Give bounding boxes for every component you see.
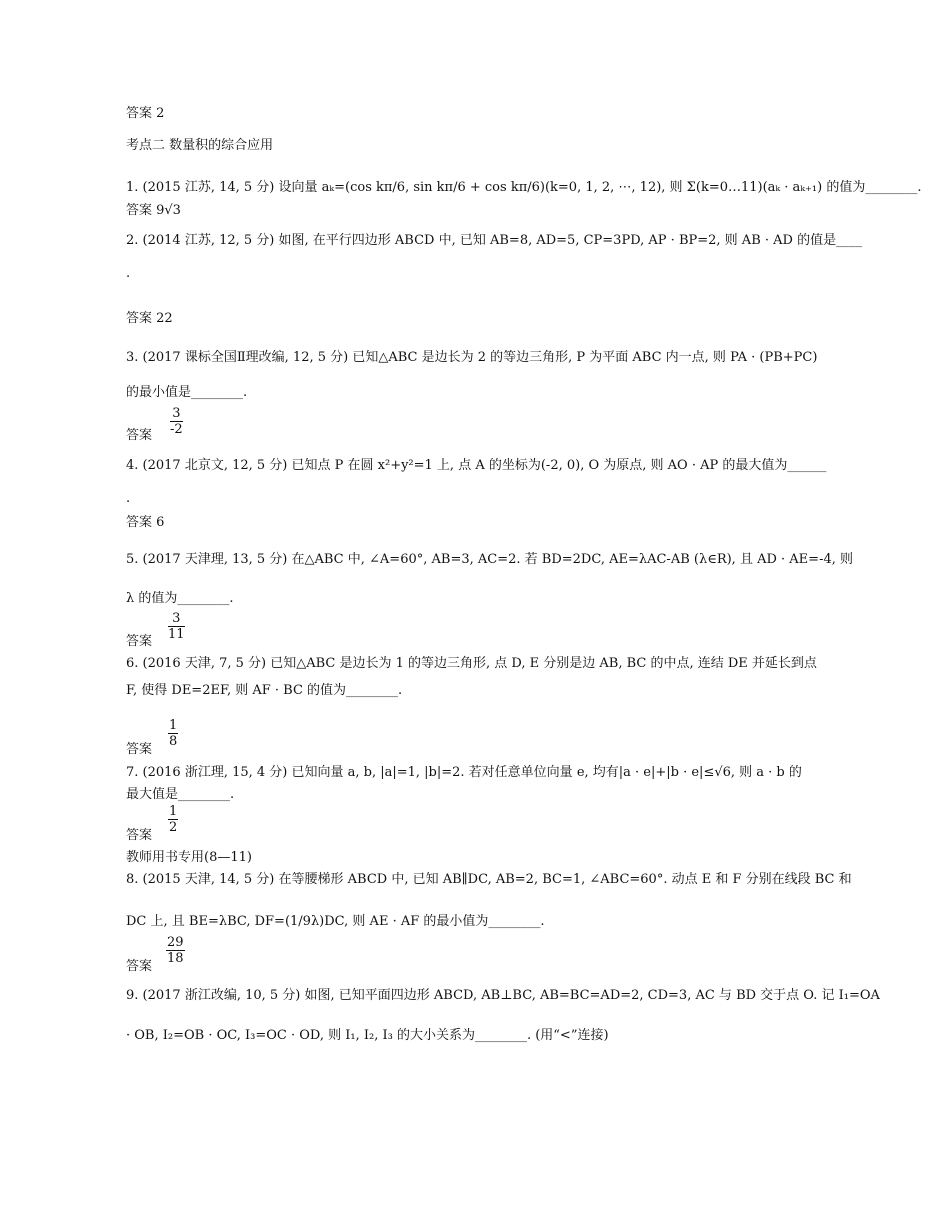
answer-2: 答案 22 — [126, 311, 173, 326]
problem-9-line-1: 9. (2017 浙江改编, 10, 5 分) 如图, 已知平面四边形 ABCD, AB⊥BC, AB=BC=AD=2, CD=3, AC 与 BD 交于点 O. 记 I₁=OA — [126, 988, 880, 1003]
answer-6-denominator: 8 — [169, 734, 178, 749]
answer-5-label: 答案 — [126, 634, 153, 649]
problem-3-line-1: 3. (2017 课标全国Ⅱ理改编, 12, 5 分) 已知△ABC 是边长为 2 的等边三角形, P 为平面 ABC 内一点, 则 PA · (PB+PC) — [126, 350, 818, 365]
answer-6-numerator: 1 — [169, 718, 178, 733]
answer-3-fraction — [170, 406, 183, 437]
answer-6-fraction — [168, 718, 178, 749]
problem-1: 1. (2015 江苏, 14, 5 分) 设向量 aₖ=(cos kπ/6, sin kπ/6 + cos kπ/6)(k=0, 1, 2, ⋯, 12), 则 Σ(k=0…11)(aₖ · aₖ₊₁) 的值为________. — [126, 180, 922, 195]
answer-3-label: 答案 — [126, 428, 153, 443]
answer-5-numerator: 3 — [168, 611, 185, 627]
answer-8-label: 答案 — [126, 959, 153, 974]
answer-1: 答案 9√3 — [126, 203, 181, 218]
answer-7-fraction — [168, 804, 178, 835]
problem-5-line-2: λ 的值为________. — [126, 591, 234, 606]
answer-3-denominator: -2 — [170, 422, 183, 437]
answer-3-numerator: 3 — [170, 406, 183, 422]
answer-6-label: 答案 — [126, 742, 153, 757]
section-title: 考点二 数量积的综合应用 — [126, 138, 274, 153]
answer-8-denominator: 18 — [167, 951, 184, 966]
problem-6-line-2: F, 使得 DE=2EF, 则 AF · BC 的值为________. — [126, 683, 403, 698]
problem-7-line-1: 7. (2016 浙江理, 15, 4 分) 已知向量 a, b, |a|=1, |b|=2. 若对任意单位向量 e, 均有|a · e|+|b · e|≤√6, 则 a · b 的 — [126, 765, 802, 780]
problem-2-line-1: 2. (2014 江苏, 12, 5 分) 如图, 在平行四边形 ABCD 中, 已知 AB=8, AD=5, CP=3PD, AP · BP=2, 则 AB · AD 的值是____ — [126, 233, 863, 248]
answer-7-denominator: 2 — [169, 820, 178, 835]
answer-5-denominator: 11 — [168, 627, 185, 642]
answer-7-label: 答案 — [126, 828, 153, 843]
answer-5-fraction — [168, 611, 185, 642]
answer-8-numerator: 29 — [167, 935, 184, 950]
problem-9-line-2: · OB, I₂=OB · OC, I₃=OC · OD, 则 I₁, I₂, I₃ 的大小关系为________. (用“<”连接) — [126, 1028, 609, 1043]
problem-6-line-1: 6. (2016 天津, 7, 5 分) 已知△ABC 是边长为 1 的等边三角形, 点 D, E 分别是边 AB, BC 的中点, 连结 DE 并延长到点 — [126, 656, 817, 671]
problem-8-line-2: DC 上, 且 BE=λBC, DF=(1/9λ)DC, 则 AE · AF 的最小值为________. — [126, 914, 545, 929]
problem-4-line-1: 4. (2017 北京文, 12, 5 分) 已知点 P 在圆 x²+y²=1 上, 点 A 的坐标为(-2, 0), O 为原点, 则 AO · AP 的最大值为______ — [126, 458, 827, 473]
answer-7-numerator: 1 — [169, 804, 178, 819]
problem-2-line-2: . — [126, 266, 131, 281]
answer-8-fraction — [166, 935, 185, 966]
problem-5-line-1: 5. (2017 天津理, 13, 5 分) 在△ABC 中, ∠A=60°, AB=3, AC=2. 若 BD=2DC, AE=λAC-AB (λ∈R), 且 AD · AE=-4, 则 — [126, 552, 853, 567]
problem-8-line-1: 8. (2015 天津, 14, 5 分) 在等腰梯形 ABCD 中, 已知 AB∥DC, AB=2, BC=1, ∠ABC=60°. 动点 E 和 F 分别在线段 BC 和 — [126, 872, 852, 887]
problem-4-line-2: . — [126, 491, 131, 506]
answer-4: 答案 6 — [126, 515, 165, 530]
problem-7-line-2: 最大值是________. — [126, 787, 235, 802]
teacher-note: 教师用书专用(8—11) — [126, 850, 252, 865]
answer-top: 答案 2 — [126, 106, 165, 121]
problem-3-line-2: 的最小值是________. — [126, 385, 248, 400]
